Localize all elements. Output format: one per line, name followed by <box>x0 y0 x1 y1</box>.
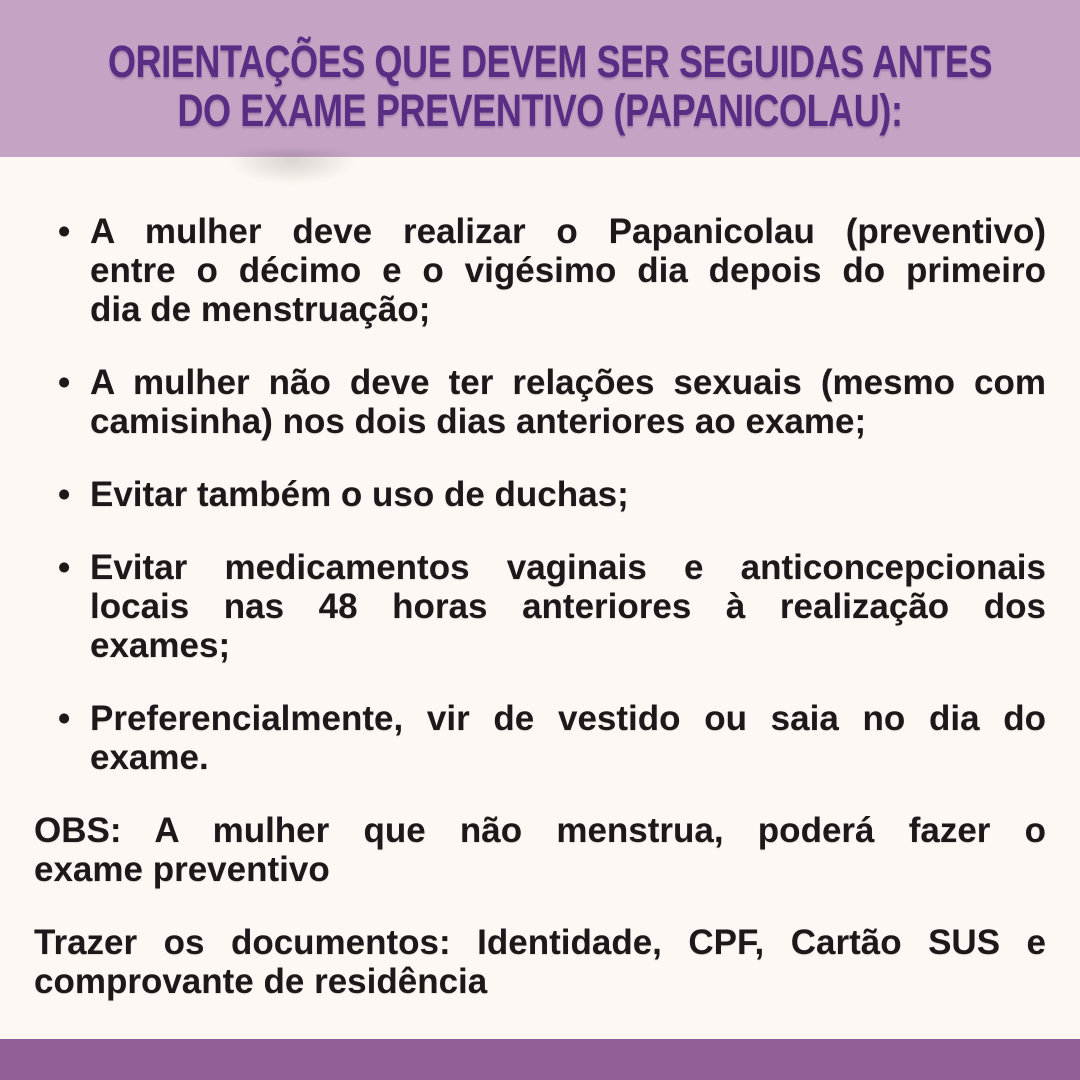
list-item-line: Preferencialmente, vir de vestido ou saia no dia do <box>90 699 1046 738</box>
list-item-line: dia de menstruação; <box>90 290 431 329</box>
bullet-icon: • <box>58 699 71 738</box>
list-item-line: A mulher deve realizar o Papanicolau (preventivo) <box>90 212 1046 251</box>
list-item <box>34 363 1046 441</box>
list-item <box>34 475 1046 514</box>
bullet-icon: • <box>58 548 71 587</box>
bullet-icon: • <box>58 212 71 251</box>
bullet-icon: • <box>58 475 71 514</box>
list-item <box>34 548 1046 665</box>
list-item <box>34 212 1046 329</box>
page-title-line-1: ORIENTAÇÕES QUE DEVEM SER SEGUIDAS ANTES <box>108 35 993 87</box>
list-item-line: locais nas 48 horas anteriores à realização dos <box>90 587 1046 626</box>
bullet-icon: • <box>58 363 71 402</box>
instructions-list <box>34 212 1046 777</box>
note-documents <box>34 923 1046 1001</box>
list-item-line: entre o décimo e o vigésimo dia depois do primeiro <box>90 251 1046 290</box>
note-line: OBS: A mulher que não menstrua, poderá fazer o <box>34 811 1046 850</box>
list-item-line: exames; <box>90 626 231 665</box>
note-line: exame preventivo <box>34 850 330 889</box>
content-area <box>0 157 1080 1035</box>
note-line: comprovante de residência <box>34 962 488 1001</box>
page-title-line-2: DO EXAME PREVENTIVO (PAPANICOLAU): <box>177 84 903 136</box>
list-item-line: Evitar medicamentos vaginais e anticoncepcionais <box>90 548 1046 587</box>
list-item-line: Evitar também o uso de duchas; <box>90 475 629 514</box>
header-band <box>0 0 1080 157</box>
list-item-line: exame. <box>90 738 209 777</box>
list-item-line: camisinha) nos dois dias anteriores ao exame; <box>90 402 867 441</box>
list-item <box>34 699 1046 777</box>
list-item-line: A mulher não deve ter relações sexuais (mesmo com <box>90 363 1046 402</box>
note-obs <box>34 811 1046 889</box>
footer-band <box>0 1039 1080 1080</box>
note-line: Trazer os documentos: Identidade, CPF, Cartão SUS e <box>34 923 1046 962</box>
